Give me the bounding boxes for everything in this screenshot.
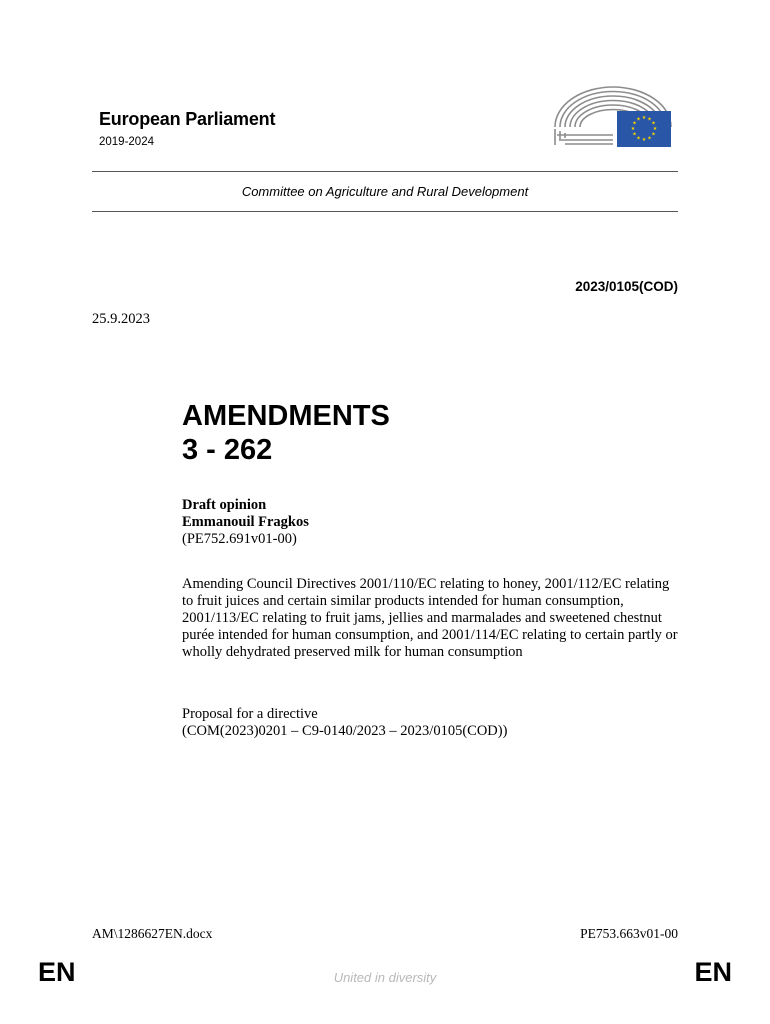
draft-opinion-block [182, 497, 682, 548]
opinion-label: Draft opinion [182, 497, 267, 513]
proposal-reference: (COM(2023)0201 – C9-0140/2023 – 2023/0105(COD)) [182, 723, 508, 739]
language-code-right: EN [694, 957, 732, 987]
proposal-block [182, 706, 682, 740]
european-parliament-logo-icon [553, 83, 673, 149]
document-title [182, 399, 390, 467]
document-date: 25.9.2023 [92, 311, 150, 327]
svg-text:★: ★ [632, 131, 637, 138]
svg-text:★: ★ [651, 131, 656, 138]
opinion-reference: (PE752.691v01-00) [182, 531, 297, 547]
svg-text:★: ★ [636, 116, 641, 123]
svg-text:★: ★ [652, 126, 658, 132]
title-line-range: 3 - 262 [182, 434, 273, 466]
svg-text:★: ★ [651, 120, 656, 127]
svg-text:★: ★ [630, 126, 636, 132]
subject-text: Amending Council Directives 2001/110/EC relating to honey, 2001/112/EC relating to fruit juices and certain similar products intended for human consumption, 2001/113/EC relating to fruit jams, jellies and marmalades and sweetened chestnut purée intended for human consumption, and 2001/114/EC relating to certain partly or wholly dehydrated preserved milk for human consumption [182, 576, 678, 660]
header-top-rule [92, 171, 678, 172]
title-line-amendments: AMENDMENTS [182, 400, 390, 432]
file-reference: AM\1286627EN.docx [92, 926, 213, 941]
pe-reference: PE753.663v01-00 [580, 926, 678, 941]
parliamentary-term: 2019-2024 [99, 136, 154, 148]
header-bottom-rule [92, 211, 678, 212]
committee-name: Committee on Agriculture and Rural Development [241, 184, 529, 199]
svg-text:★: ★ [647, 116, 652, 123]
rapporteur-name: Emmanouil Fragkos [182, 514, 309, 530]
language-code-left: EN [38, 957, 76, 987]
proposal-label: Proposal for a directive [182, 706, 318, 722]
svg-text:★: ★ [632, 120, 637, 127]
procedure-number: 2023/0105(COD) [575, 279, 678, 294]
svg-text:★: ★ [641, 115, 647, 121]
svg-text:★: ★ [641, 137, 647, 143]
organization-name: European Parliament [99, 109, 276, 129]
svg-text:★: ★ [636, 135, 641, 142]
motto: United in diversity [333, 970, 437, 985]
svg-text:★: ★ [647, 135, 652, 142]
